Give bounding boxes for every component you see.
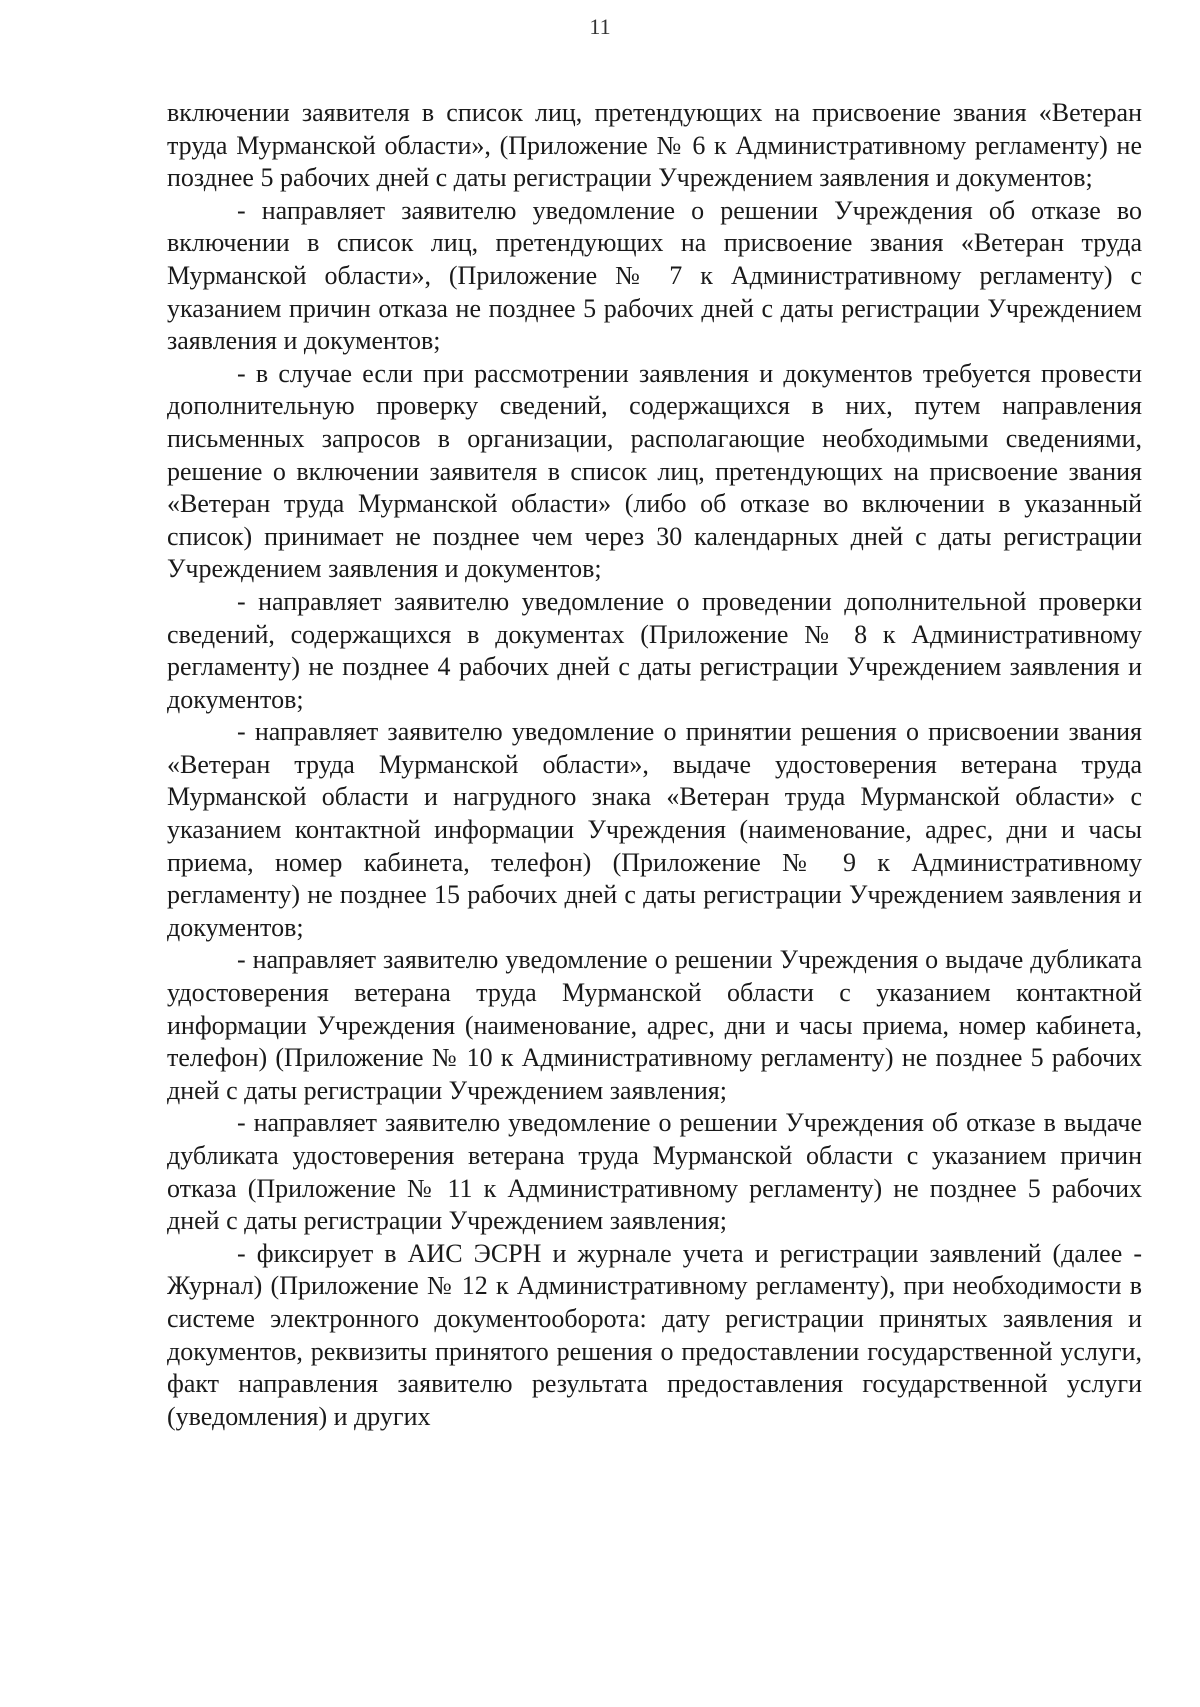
paragraph-check-notice: - направляет заявителю уведомление о проведении дополнительной проверки сведений, содержащихся в документах (Приложение № 8 к Административному регламенту) не позднее 4 рабочих дней с даты регистрации Учреждением заявления и документов; bbox=[167, 586, 1142, 714]
paragraph-award-notice: - направляет заявителю уведомление о принятии решения о присвоении звания «Ветеран труда Мурманской области», выдаче удостоверения ветерана труда Мурманской области и нагрудного знака «Ветеран труда Мурманской области» с указанием контактной информации Учреждения (наименование, адрес, дни и часы приема, номер кабинета, телефон) (Приложение № 9 к Административному регламенту) не позднее 15 рабочих дней с даты регистрации Учреждением заявления и документов; bbox=[167, 717, 1142, 942]
paragraph-continuation: включении заявителя в список лиц, претендующих на присвоение звания «Ветеран труда Мурманской области», (Приложение № 6 к Административному регламенту) не позднее 5 рабочих дней с даты регистрации Учреждением заявления и документов; bbox=[167, 98, 1142, 193]
paragraph-additional-check: - в случае если при рассмотрении заявления и документов требуется провести дополнительную проверку сведений, содержащихся в них, путем направления письменных запросов в организации, располагающие необходимыми сведениями, решение о включении заявителя в список лиц, претендующих на присвоение звания «Ветеран труда Мурманской области» (либо об отказе во включении в указанный список) принимает не позднее чем через 30 календарных дней с даты регистрации Учреждением заявления и документов; bbox=[167, 358, 1142, 584]
page-number: 11 bbox=[589, 14, 611, 39]
paragraph-duplicate-notice: - направляет заявителю уведомление о решении Учреждения о выдаче дубликата удостоверения ветерана труда Мурманской области с указанием контактной информации Учреждения (наименование, адрес, дни и часы приема, номер кабинета, телефон) (Приложение № 10 к Административному регламенту) не позднее 5 рабочих дней с даты регистрации Учреждением заявления; bbox=[167, 945, 1142, 1105]
paragraph-duplicate-refusal: - направляет заявителю уведомление о решении Учреждения об отказе в выдаче дубликата удостоверения ветерана труда Мурманской области с указанием причин отказа (Приложение № 11 к Административному регламенту) не позднее 5 рабочих дней с даты регистрации Учреждением заявления; bbox=[167, 1108, 1142, 1236]
paragraph-registration-record: - фиксирует в АИС ЭСРН и журнале учета и регистрации заявлений (далее - Журнал) (Приложение № 12 к Административному регламенту), при необходимости в системе электронного документооборота: дату регистрации принятых заявления и документов, реквизиты принятого решения о предоставлении государственной услуги, факт направления заявителю результата предоставления государственной услуги (уведомления) и других bbox=[167, 1238, 1142, 1431]
document-body bbox=[167, 97, 1142, 1433]
paragraph-refusal-notice: - направляет заявителю уведомление о решении Учреждения об отказе во включении в список лиц, претендующих на присвоение звания «Ветеран труда Мурманской области», (Приложение № 7 к Административному регламенту) с указанием причин отказа не позднее 5 рабочих дней с даты регистрации Учреждением заявления и документов; bbox=[167, 195, 1142, 356]
